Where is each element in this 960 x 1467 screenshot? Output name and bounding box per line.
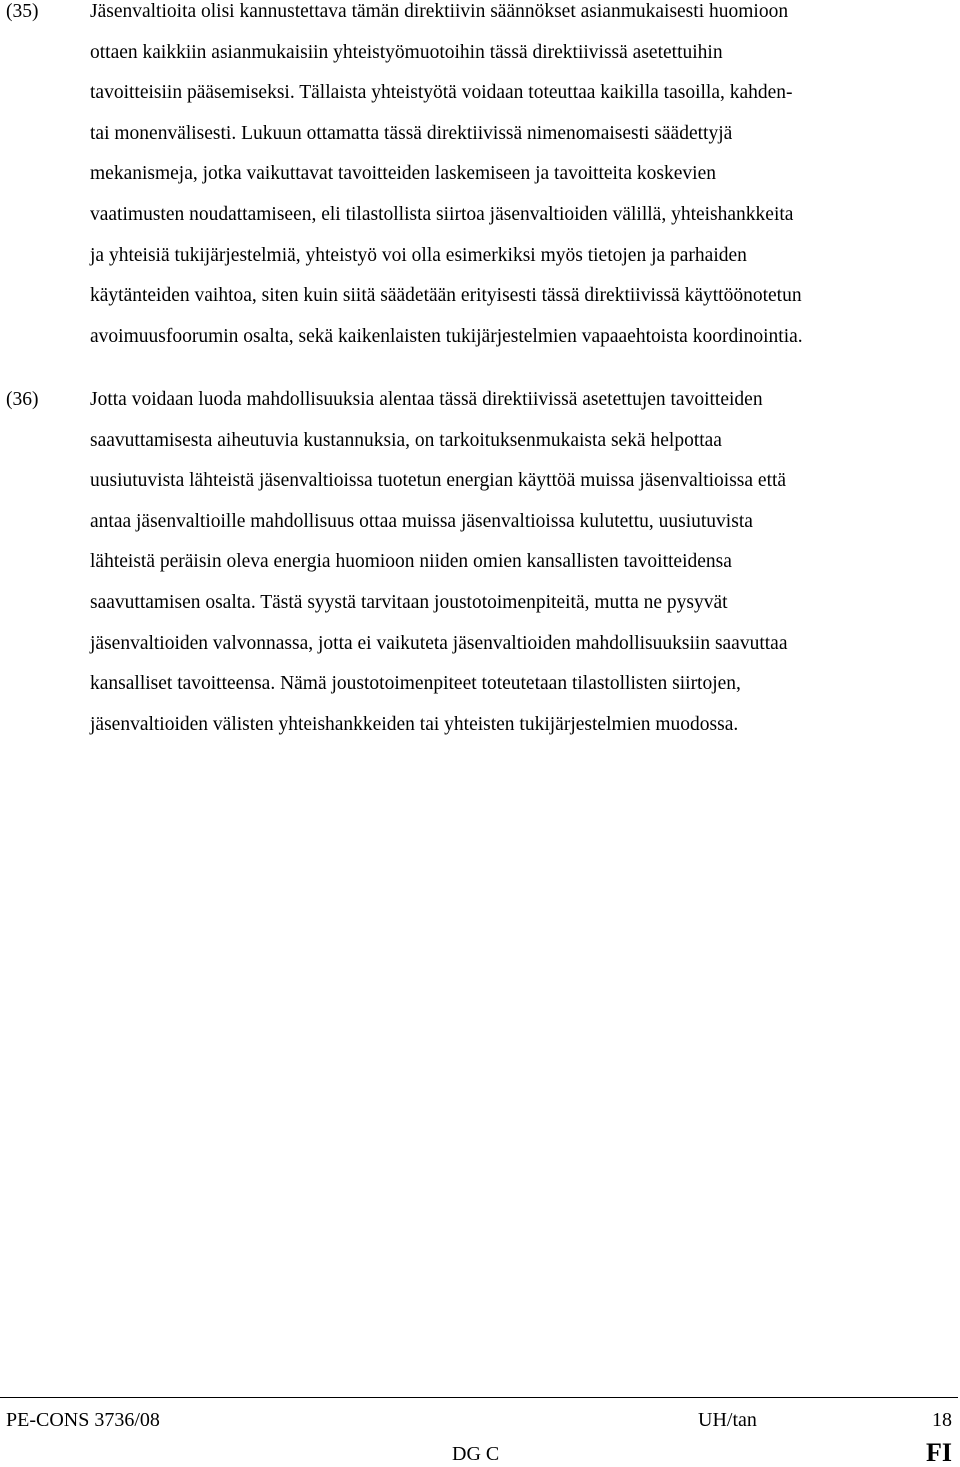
text-line: vaatimusten noudattamiseen, eli tilastollista siirtoa jäsenvaltioiden välillä, yhteishankkeita: [90, 203, 794, 225]
paragraph-number: (36): [6, 389, 39, 410]
text-line: antaa jäsenvaltioille mahdollisuus ottaa muissa jäsenvaltioissa kulutettu, uusiutuvista: [90, 510, 753, 532]
paragraph-number: (35): [6, 1, 39, 22]
text-line: tai monenvälisesti. Lukuun ottamatta tässä direktiivissä nimenomaisesti säädettyjä: [90, 122, 733, 144]
text-line: käytänteiden vaihtoa, siten kuin siitä säädetään erityisesti tässä direktiivissä käyttöönotetun: [90, 285, 802, 307]
footer-divider: [0, 1397, 958, 1398]
paragraph-text: [90, 380, 958, 745]
text-line: Jotta voidaan luoda mahdollisuuksia alentaa tässä direktiivissä asetettujen tavoitteiden: [90, 389, 763, 410]
text-line: lähteistä peräisin oleva energia huomioon niiden omien kansallisten tavoitteidensa: [90, 551, 732, 573]
page-number: 18: [932, 1409, 952, 1431]
text-line: ottaen kaikkiin asianmukaisiin yhteistyömuotoihin tässä direktiivissä asetettuihin: [90, 41, 723, 63]
text-line: ja yhteisiä tukijärjestelmiä, yhteistyö voi olla esimerkiksi myös tietojen ja parhaiden: [90, 244, 747, 266]
text-line: saavuttamisen osalta. Tästä syystä tarvitaan joustotoimenpiteitä, mutta ne pysyvät: [90, 591, 728, 613]
text-line: kansalliset tavoitteensa. Nämä joustotoimenpiteet toteutetaan tilastollisten siirtojen,: [90, 673, 741, 695]
author-initials: UH/tan: [698, 1409, 757, 1431]
text-line: jäsenvaltioiden valvonnassa, jotta ei vaikuteta jäsenvaltioiden mahdollisuuksiin saavuttaa: [90, 632, 788, 654]
text-line: mekanismeja, jotka vaikuttavat tavoitteiden laskemiseen ja tavoitteita koskevien: [90, 163, 716, 185]
text-line: Jäsenvaltioita olisi kannustettava tämän direktiivin säännökset asianmukaisesti huomioon: [90, 1, 789, 22]
language-code: FI: [926, 1438, 952, 1467]
text-line: saavuttamisesta aiheutuvia kustannuksia, on tarkoituksenmukaista sekä helpottaa: [90, 429, 722, 451]
text-line: uusiutuvista lähteistä jäsenvaltioissa tuotetun energian käyttöä muissa jäsenvaltioissa että: [90, 470, 787, 492]
text-line: tavoitteisiin pääsemiseksi. Tällaista yhteistyötä voidaan toteuttaa kaikilla tasoilla, kahden-: [90, 82, 793, 104]
directorate-general: DG C: [452, 1443, 500, 1465]
text-line: jäsenvaltioiden välisten yhteishankkeiden tai yhteisten tukijärjestelmien muodossa.: [90, 713, 739, 735]
paragraph-text: [90, 0, 958, 357]
document-reference: PE-CONS 3736/08: [6, 1409, 160, 1431]
text-line: avoimuusfoorumin osalta, sekä kaikenlaisten tukijärjestelmien vapaaehtoista koordinointia.: [90, 325, 803, 347]
